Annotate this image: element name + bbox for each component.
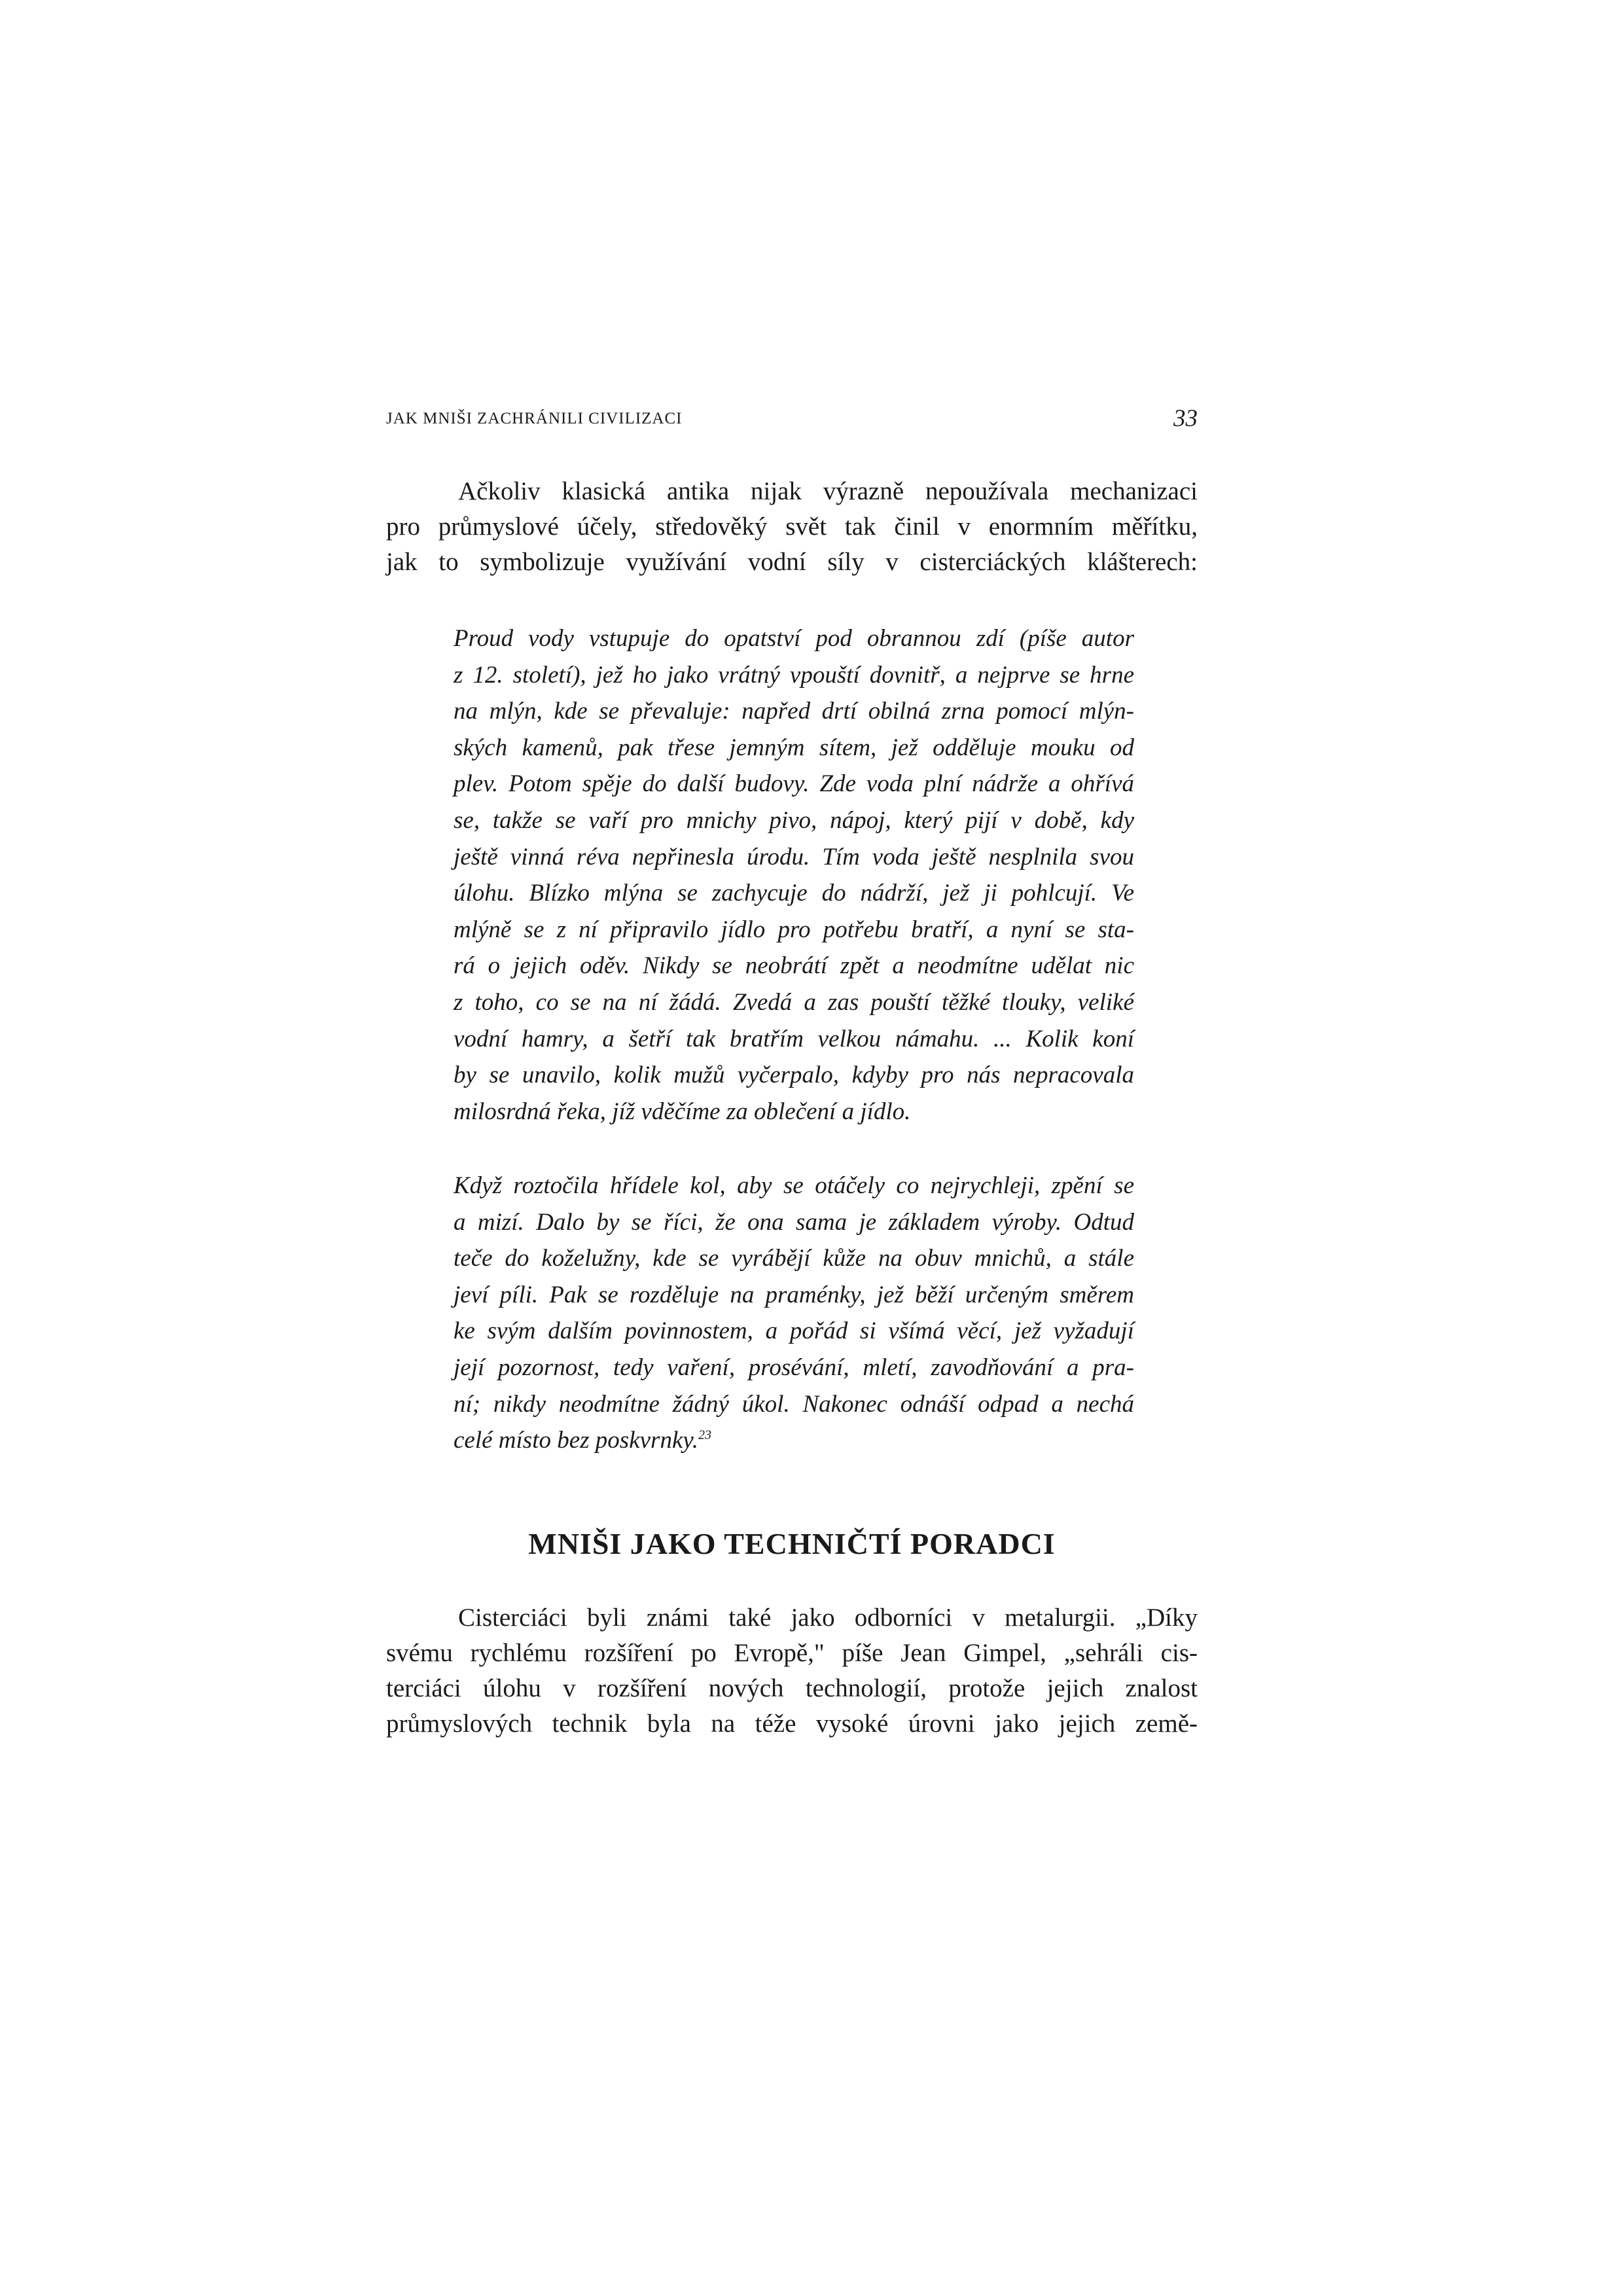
quote-line: z 12. století), jež ho jako vrátný vpouští dovnitř, a nejprve se hrne — [454, 661, 1134, 689]
quote-line: vodní hamry, a šetří tak bratřím velkou námahu. ... Kolik koní — [454, 1025, 1134, 1052]
quote-line: mlýně se z ní připravilo jídlo pro potřebu bratří, a nyní se sta- — [454, 916, 1134, 943]
quote-line: její pozornost, tedy vaření, prosévání, mletí, zavodňování a pra- — [454, 1354, 1134, 1381]
page-header — [386, 404, 1198, 433]
quote-line: ještě vinná réva nepřinesla úrodu. Tím voda ještě nesplnila svou — [454, 843, 1134, 870]
text-line: jak to symbolizuje využívání vodní síly v cisterciáckých klášterech: — [386, 548, 1198, 576]
quote-last-line — [454, 1422, 1134, 1459]
quote-line: ní; nikdy neodmítne žádný úkol. Nakonec odnáší odpad a nechá — [454, 1390, 1134, 1418]
body-paragraph-2 — [386, 1600, 1198, 1742]
quote-line: plev. Potom spěje do další budovy. Zde voda plní nádrže a ohřívá — [454, 770, 1134, 798]
text-line: Cisterciáci byli známi také jako odborníci v metalurgii. „Díky — [458, 1604, 1198, 1632]
quote-line: jeví píli. Pak se rozděluje na praménky, jež běží určeným směrem — [454, 1281, 1134, 1308]
text-line: Ačkoliv klasická antika nijak výrazně nepoužívala mechanizaci — [458, 477, 1198, 505]
quote-line: z toho, co se na ní žádá. Zvedá a zas pouští těžké tlouky, veliké — [454, 988, 1134, 1016]
footnote-reference[interactable]: 23 — [698, 1427, 711, 1443]
quote-line: ke svým dalším povinnostem, a pořád si všímá věcí, jež vyžadují — [454, 1318, 1134, 1345]
page-number: 33 — [1173, 405, 1198, 432]
quote-line: ských kamenů, pak třese jemným sítem, jež odděluje mouku od — [454, 734, 1134, 761]
quote-line: se, takže se vaří pro mnichy pivo, nápoj, který pijí v době, kdy — [454, 806, 1134, 834]
quote-line: rá o jejich oděv. Nikdy se neobrátí zpět a neodmítne udělat nic — [454, 952, 1134, 980]
text-line: terciáci úlohu v rozšíření nových technologií, protože jejich znalost — [386, 1674, 1198, 1702]
running-head: JAK MNIŠI ZACHRÁNILI CIVILIZACI — [386, 410, 683, 427]
quote-line: a mizí. Dalo by se říci, že ona sama je základem výroby. Odtud — [454, 1208, 1134, 1236]
quote-line: teče do koželužny, kde se vyrábějí kůže na obuv mnichů, a stále — [454, 1245, 1134, 1272]
text-line: svému rychlému rozšíření po Evropě," píše Jean Gimpel, „sehráli cis- — [386, 1639, 1198, 1667]
quote-line: milosrdná řeka, jíž vděčíme za oblečení a jídlo. — [454, 1098, 911, 1125]
quote-line: Když roztočila hřídele kol, aby se otáčely co nejrychleji, zpění se — [454, 1172, 1134, 1199]
block-quote-2 — [454, 1168, 1134, 1459]
text-line: pro průmyslové účely, středověký svět tak činil v enormním měřítku, — [386, 512, 1198, 541]
section-heading: MNIŠI JAKO TECHNIČTÍ PORADCI — [528, 1527, 1056, 1560]
quote-line: by se unavilo, kolik mužů vyčerpalo, kdyby pro nás nepracovala — [454, 1062, 1134, 1089]
quote-line: úlohu. Blízko mlýna se zachycuje do nádrží, jež ji pohlcují. Ve — [454, 880, 1134, 907]
block-quote-1 — [454, 620, 1134, 1130]
quote-line: na mlýn, kde se převaluje: napřed drtí obilná zrna pomocí mlýn- — [454, 698, 1134, 725]
quote-line: Proud vody vstupuje do opatství pod obrannou zdí (píše autor — [454, 625, 1134, 652]
quote-line-text: celé místo bez poskvrnky. — [454, 1427, 698, 1454]
text-line: průmyslových technik byla na téže vysoké úrovni jako jejich země- — [386, 1710, 1198, 1738]
body-paragraph-1 — [386, 474, 1198, 580]
